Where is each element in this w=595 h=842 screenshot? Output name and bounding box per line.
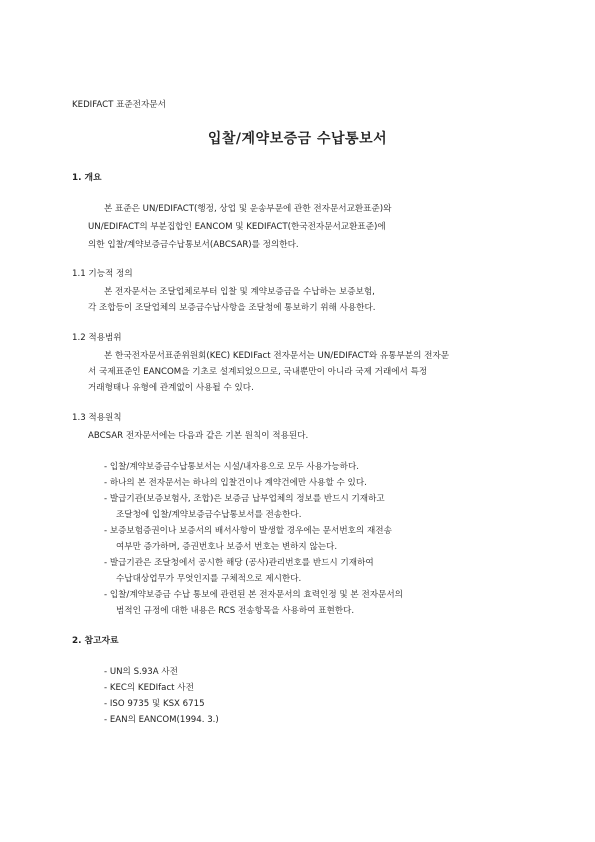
principle-item: - 보증보험증권이나 보증서의 배서사항이 발생할 경우에는 문서번호의 재전송 [104,526,392,536]
section-2-heading: 2. 참고자료 [72,636,119,646]
principle-item-continuation: 수납대상업무가 무엇인지를 구체적으로 제시한다. [116,574,302,584]
principle-item-continuation: 조달청에 입찰/계약보증금수납통보서를 전송한다. [116,510,302,520]
reference-item: - KEC의 KEDIfact 사전 [104,683,194,693]
reference-item: - UN의 S.93A 사전 [104,667,178,677]
section-1-line: 의한 입찰/계약보증금수납통보서(ABCSAR)를 정의한다. [88,240,299,250]
section-1-line: 본 표준은 UN/EDIFACT(행정, 상업 및 운송부문에 관한 전자문서교환표준)와 [104,204,392,214]
section-1-1-line: 각 조합등이 조달업체의 보증금수납사항을 조달청에 통보하기 위해 사용한다. [88,303,376,313]
principle-item: - 입찰/계약보증금 수납 통보에 관련된 본 전자문서의 효력인정 및 본 전자문서의 [104,590,403,600]
document-title: 입찰/계약보증금 수납통보서 [207,131,388,147]
principle-item-continuation: 여부만 증가하며, 증권번호나 보증서 번호는 변하지 않는다. [116,542,338,552]
section-1-2-line: 거래형태나 유형에 관계없이 사용될 수 있다. [88,383,254,393]
reference-item: - ISO 9735 및 KSX 6715 [104,699,205,709]
section-1-line: UN/EDIFACT의 부분집합인 EANCOM 및 KEDIFACT(한국전자문서교환표준)에 [88,222,386,232]
document-header: KEDIFACT 표준전자문서 [72,100,166,110]
reference-item: - EAN의 EANCOM(1994. 3.) [104,715,219,725]
principle-item: - 하나의 본 전자문서는 하나의 입찰건이나 계약건에만 사용할 수 있다. [104,478,367,488]
section-1-3-heading: 1.3 적용원칙 [72,413,122,423]
principle-item: - 발급기관은 조달청에서 공시한 해당 (공사)관리번호를 반드시 기재하여 [104,558,374,568]
section-1-1-heading: 1.1 기능적 정의 [72,269,133,279]
section-1-2-line: 서 국제표준인 EANCOM을 기초로 설계되었으므로, 국내뿐만이 아니라 국제 거래에서 특정 [88,367,428,377]
principle-item: - 입찰/계약보증금수납통보서는 시설/내자용으로 모두 사용가능하다. [104,462,359,472]
principle-item-continuation: 범적인 규정에 대한 내용은 RCS 전송항목을 사용하여 표현한다. [116,606,355,616]
section-1-1-line: 본 전자문서는 조달업체로부터 입찰 및 계약보증금을 수납하는 보증보험, [104,287,375,297]
section-1-2-line: 본 한국전자문서표준위원회(KEC) KEDIFact 전자문서는 UN/EDIFACT와 유통부분의 전자문 [104,351,450,361]
section-1-3-intro: ABCSAR 전자문서에는 다음과 같은 기본 원칙이 적용된다. [88,431,309,441]
principle-item: - 발급기관(보증보험사, 조합)은 보증금 납부업체의 정보를 반드시 기재하고 [104,494,385,504]
section-1-heading: 1. 개요 [72,173,102,183]
section-1-2-heading: 1.2 적용범위 [72,333,122,343]
